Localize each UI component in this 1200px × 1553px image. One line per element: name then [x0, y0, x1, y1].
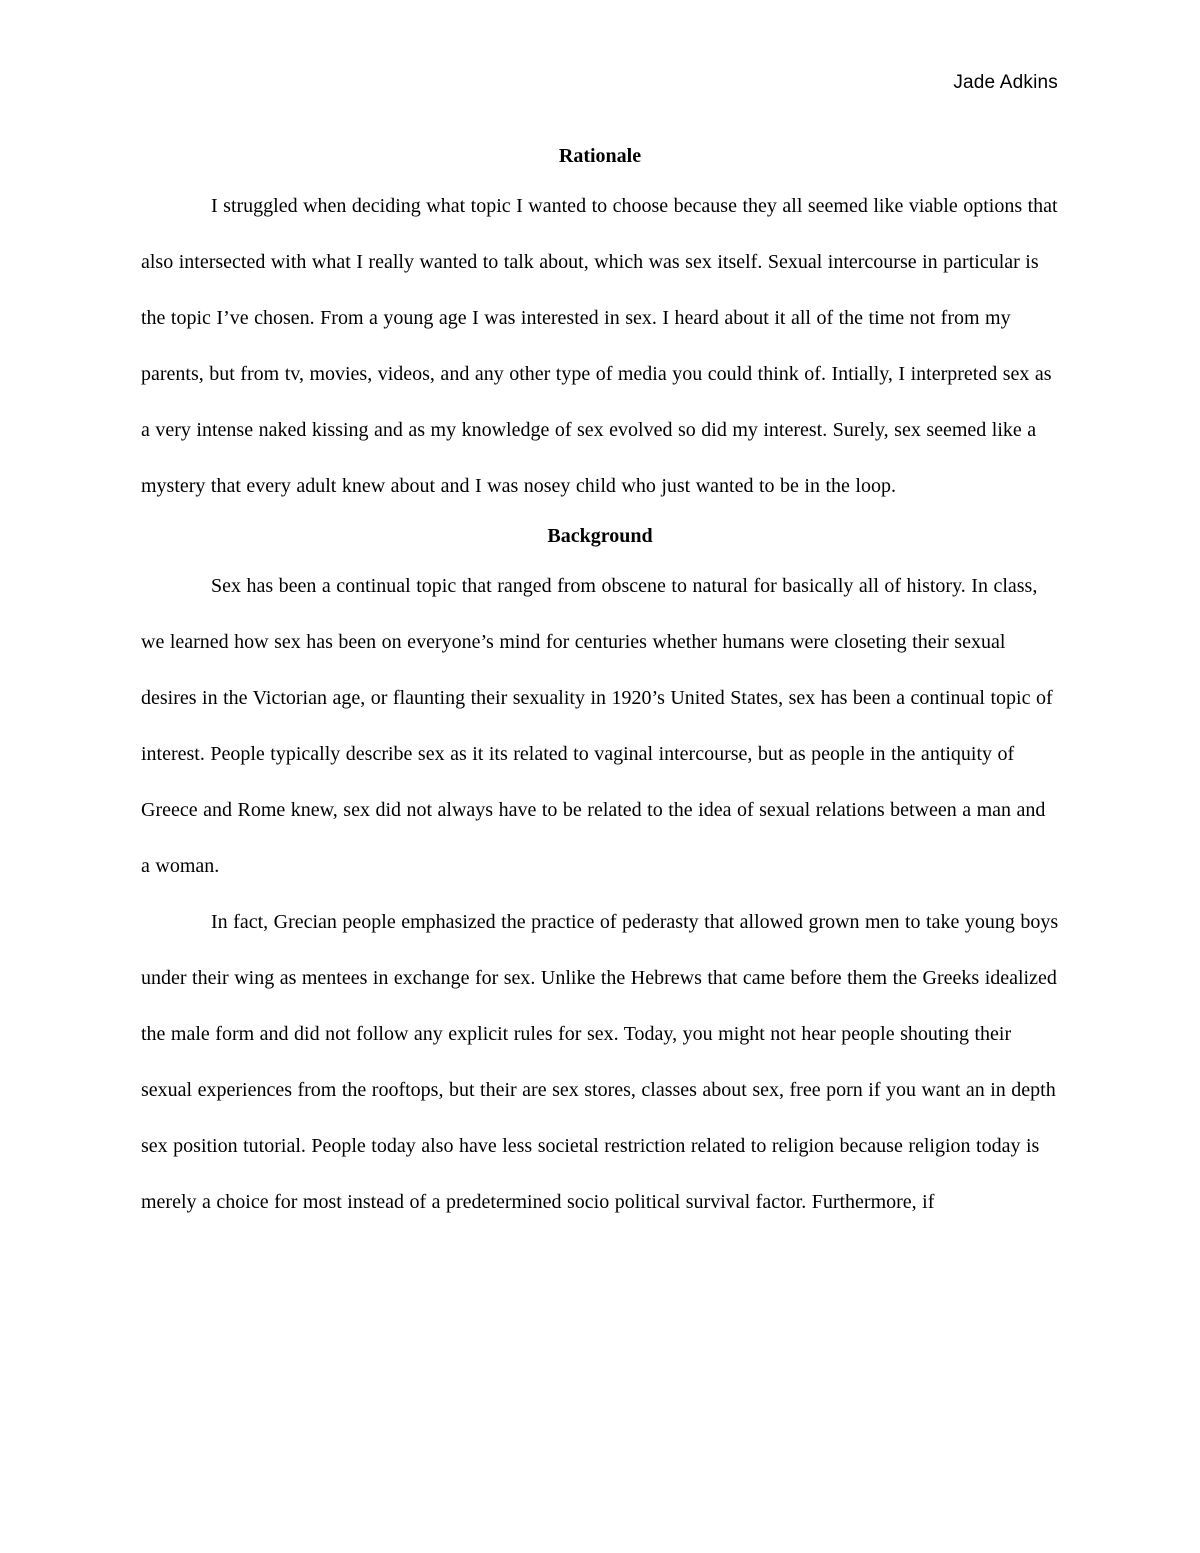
background-heading: Background: [547, 525, 653, 547]
header-author-name: Jade Adkins: [953, 72, 1058, 93]
background-paragraph-1: Sex has been a continual topic that ranged from obscene to natural for basically all of history. In class, we learned how sex has been on everyone’s mind for centuries whether humans were closeting their sexual desires in the Victorian age, or flaunting their sexuality in 1920’s United States, sex has been a continual topic of interest. People typically describe sex as it its related to vaginal intercourse, but as people in the antiquity of Greece and Rome knew, sex did not always have to be related to the idea of sexual relations between a man and a woman.: [141, 575, 1053, 877]
document-body: [141, 134, 1059, 1230]
rationale-paragraph: I struggled when deciding what topic I wanted to choose because they all seemed like viable options that also intersected with what I really wanted to talk about, which was sex itself. Sexual intercourse in particular is the topic I’ve chosen. From a young age I was interested in sex. I heard about it all of the time not from my parents, but from tv, movies, videos, and any other type of media you could think of. Intially, I interpreted sex as a very intense naked kissing and as my knowledge of sex evolved so did my interest. Surely, sex seemed like a mystery that every adult knew about and I was nosey child who just wanted to be in the loop.: [141, 195, 1058, 497]
background-paragraph-2: In fact, Grecian people emphasized the practice of pederasty that allowed grown men to take young boys under their wing as mentees in exchange for sex. Unlike the Hebrews that came before them the Greeks idealized the male form and did not follow any explicit rules for sex. Today, you might not hear people shouting their sexual experiences from the rooftops, but their are sex stores, classes about sex, free porn if you want an in depth sex position tutorial. People today also have less societal restriction related to religion because religion today is merely a choice for most instead of a predetermined socio political survival factor. Furthermore, if: [141, 911, 1059, 1213]
rationale-heading: Rationale: [558, 145, 642, 167]
